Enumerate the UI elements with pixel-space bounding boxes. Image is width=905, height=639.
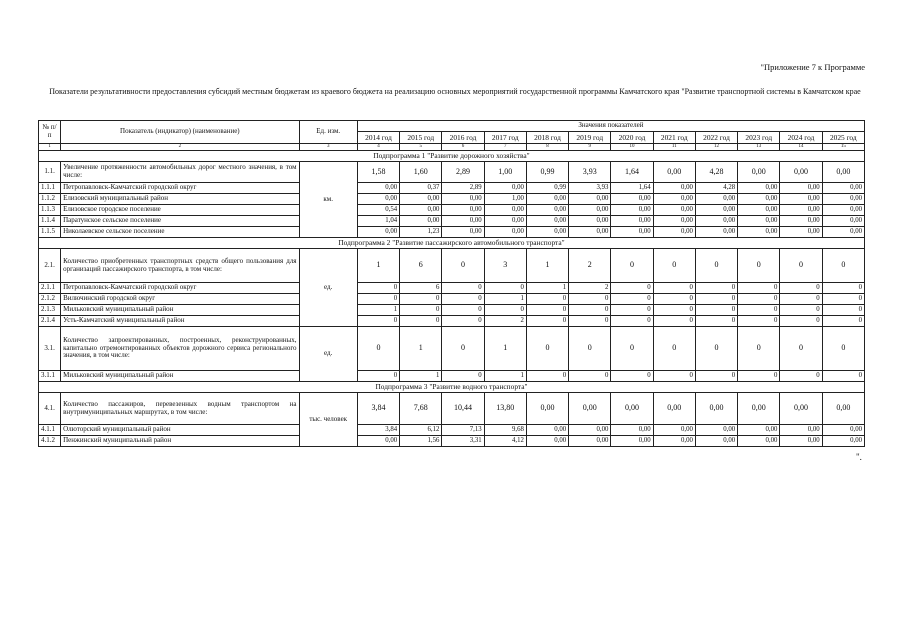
indicator-value-cell: 0 bbox=[357, 327, 399, 371]
subitem-value-cell: 0,00 bbox=[400, 194, 442, 205]
subitem-value-cell: 0,00 bbox=[569, 227, 611, 238]
subitem-value-cell: 0 bbox=[822, 371, 864, 382]
subitem-value-cell: 0 bbox=[738, 283, 780, 294]
subitem-value-cell: 0,00 bbox=[822, 227, 864, 238]
indicator-row bbox=[39, 393, 865, 425]
subitem-value-cell: 0 bbox=[611, 316, 653, 327]
column-number-cell: 6 bbox=[442, 144, 484, 151]
indicator-value-cell: 7,68 bbox=[400, 393, 442, 425]
indicator-value-cell: 3,93 bbox=[569, 162, 611, 183]
subitem-number-cell: 1.1.1 bbox=[39, 183, 61, 194]
indicator-value-cell: 3 bbox=[484, 249, 526, 283]
indicator-name-cell: Увеличение протяженности автомобильных дорог местного значения, в том числе: bbox=[61, 162, 299, 183]
subitem-value-cell: 3,31 bbox=[442, 436, 484, 447]
subitem-value-cell: 0 bbox=[695, 283, 737, 294]
indicator-value-cell: 0 bbox=[611, 327, 653, 371]
indicator-value-cell: 6 bbox=[400, 249, 442, 283]
unit-cell: ед. bbox=[299, 327, 357, 382]
subitem-value-cell: 6 bbox=[400, 283, 442, 294]
subitem-value-cell: 0 bbox=[400, 305, 442, 316]
subitem-value-cell: 0,00 bbox=[484, 205, 526, 216]
subitem-value-cell: 0 bbox=[738, 371, 780, 382]
indicator-value-cell: 0,00 bbox=[653, 393, 695, 425]
subitem-row bbox=[39, 216, 865, 227]
indicator-value-cell: 0 bbox=[738, 327, 780, 371]
year-header-cell: 2014 год bbox=[357, 132, 399, 144]
subitem-value-cell: 0 bbox=[653, 316, 695, 327]
subitem-value-cell: 0 bbox=[484, 305, 526, 316]
subitem-value-cell: 0,00 bbox=[569, 205, 611, 216]
subitem-value-cell: 0 bbox=[738, 294, 780, 305]
subitem-value-cell: 0 bbox=[442, 283, 484, 294]
subitem-name-cell: Усть-Камчатский муниципальный район bbox=[61, 316, 299, 327]
subitem-value-cell: 0,00 bbox=[611, 436, 653, 447]
subitem-value-cell: 1,23 bbox=[400, 227, 442, 238]
subitem-value-cell: 0,00 bbox=[780, 227, 822, 238]
subitem-value-cell: 0,00 bbox=[611, 216, 653, 227]
subitem-value-cell: 0,00 bbox=[442, 194, 484, 205]
subitem-value-cell: 0,37 bbox=[400, 183, 442, 194]
indicator-value-cell: 0 bbox=[822, 327, 864, 371]
subitem-value-cell: 0,00 bbox=[442, 205, 484, 216]
indicator-value-cell: 1,00 bbox=[484, 162, 526, 183]
indicator-value-cell: 0,00 bbox=[780, 393, 822, 425]
subprogram-row bbox=[39, 382, 865, 393]
subitem-value-cell: 0,00 bbox=[484, 227, 526, 238]
subitem-value-cell: 0,00 bbox=[653, 436, 695, 447]
subitem-value-cell: 0,00 bbox=[653, 194, 695, 205]
subprogram-row bbox=[39, 151, 865, 162]
subitem-value-cell: 0 bbox=[780, 371, 822, 382]
subitem-name-cell: Мильковский муниципальный район bbox=[61, 305, 299, 316]
subitem-value-cell: 0,00 bbox=[780, 216, 822, 227]
subitem-row bbox=[39, 227, 865, 238]
indicator-value-cell: 0 bbox=[695, 249, 737, 283]
indicator-value-cell: 1 bbox=[357, 249, 399, 283]
header-unit-cell: Ед. изм. bbox=[299, 121, 357, 144]
subitem-number-cell: 4.1.1 bbox=[39, 425, 61, 436]
header-num-cell: № п/п bbox=[39, 121, 61, 144]
year-header-cell: 2022 год bbox=[695, 132, 737, 144]
subitem-row bbox=[39, 316, 865, 327]
subitem-row bbox=[39, 194, 865, 205]
subitem-value-cell: 0 bbox=[780, 316, 822, 327]
subitem-value-cell: 0 bbox=[526, 316, 568, 327]
table-header-row bbox=[39, 121, 865, 132]
subitem-value-cell: 0 bbox=[569, 305, 611, 316]
year-header-cell: 2020 год bbox=[611, 132, 653, 144]
subitem-value-cell: 0 bbox=[442, 316, 484, 327]
unit-cell: тыс. человек bbox=[299, 393, 357, 447]
indicator-value-cell: 1 bbox=[526, 249, 568, 283]
subitem-value-cell: 0,00 bbox=[780, 425, 822, 436]
subitem-row bbox=[39, 294, 865, 305]
subitem-value-cell: 0,00 bbox=[526, 425, 568, 436]
subitem-number-cell: 1.1.5 bbox=[39, 227, 61, 238]
column-number-cell: 12 bbox=[695, 144, 737, 151]
subitem-value-cell: 2 bbox=[569, 283, 611, 294]
subitem-value-cell: 0,00 bbox=[569, 194, 611, 205]
subitem-value-cell: 0,00 bbox=[442, 227, 484, 238]
indicator-value-cell: 0,99 bbox=[526, 162, 568, 183]
subitem-number-cell: 1.1.2 bbox=[39, 194, 61, 205]
subitem-name-cell: Елизовское городское поселение bbox=[61, 205, 299, 216]
year-header-cell: 2017 год bbox=[484, 132, 526, 144]
subprogram-row bbox=[39, 238, 865, 249]
subitem-value-cell: 1 bbox=[357, 305, 399, 316]
indicator-value-cell: 0 bbox=[526, 327, 568, 371]
year-header-cell: 2023 год bbox=[738, 132, 780, 144]
column-number-cell: 15 bbox=[822, 144, 864, 151]
subitem-name-cell: Петропавловск-Камчатский городской округ bbox=[61, 283, 299, 294]
indicator-value-cell: 0,00 bbox=[695, 393, 737, 425]
subitem-value-cell: 0 bbox=[611, 371, 653, 382]
indicator-value-cell: 0 bbox=[442, 249, 484, 283]
subitem-value-cell: 0 bbox=[484, 283, 526, 294]
subitem-value-cell: 1 bbox=[484, 371, 526, 382]
header-values-cell: Значения показателей bbox=[357, 121, 864, 132]
column-number-cell: 11 bbox=[653, 144, 695, 151]
indicator-value-cell: 0 bbox=[569, 327, 611, 371]
subitem-row bbox=[39, 371, 865, 382]
subitem-value-cell: 0 bbox=[653, 294, 695, 305]
subitem-value-cell: 1,56 bbox=[400, 436, 442, 447]
indicator-name-cell: Количество запроектированных, построенных, реконструированных, капитально отремонтированных объектов дорожного сервиса регионального значения, в том числе: bbox=[61, 327, 299, 371]
column-number-cell: 13 bbox=[738, 144, 780, 151]
indicator-value-cell: 0 bbox=[780, 327, 822, 371]
subitem-value-cell: 0,00 bbox=[738, 183, 780, 194]
indicator-value-cell: 3,84 bbox=[357, 393, 399, 425]
subitem-number-cell: 1.1.4 bbox=[39, 216, 61, 227]
indicator-value-cell: 1,64 bbox=[611, 162, 653, 183]
subitem-value-cell: 0 bbox=[611, 294, 653, 305]
subitem-name-cell: Елизовский муниципальный район bbox=[61, 194, 299, 205]
subitem-value-cell: 0,00 bbox=[695, 216, 737, 227]
indicator-value-cell: 1,60 bbox=[400, 162, 442, 183]
subitem-number-cell: 2.1.3 bbox=[39, 305, 61, 316]
subitem-value-cell: 0,00 bbox=[780, 194, 822, 205]
column-number-cell: 10 bbox=[611, 144, 653, 151]
indicator-value-cell: 0 bbox=[653, 327, 695, 371]
subitem-number-cell: 2.1.1 bbox=[39, 283, 61, 294]
indicator-value-cell: 0,00 bbox=[653, 162, 695, 183]
subitem-value-cell: 0,00 bbox=[653, 216, 695, 227]
subitem-value-cell: 0 bbox=[442, 305, 484, 316]
subitem-value-cell: 0,00 bbox=[695, 436, 737, 447]
subitem-number-cell: 1.1.3 bbox=[39, 205, 61, 216]
subitem-value-cell: 2,89 bbox=[442, 183, 484, 194]
subitem-value-cell: 1,64 bbox=[611, 183, 653, 194]
column-number-cell: 3 bbox=[299, 144, 357, 151]
subitem-value-cell: 0 bbox=[357, 371, 399, 382]
indicator-number-cell: 2.1. bbox=[39, 249, 61, 283]
year-header-cell: 2018 год bbox=[526, 132, 568, 144]
subitem-value-cell: 0,00 bbox=[442, 216, 484, 227]
subitem-value-cell: 0,00 bbox=[357, 436, 399, 447]
subitem-value-cell: 0,00 bbox=[695, 205, 737, 216]
indicator-value-cell: 0 bbox=[738, 249, 780, 283]
subitem-value-cell: 0,54 bbox=[357, 205, 399, 216]
subitem-value-cell: 0,00 bbox=[611, 194, 653, 205]
subitem-value-cell: 0 bbox=[653, 305, 695, 316]
subprogram-title-cell: Подпрограмма 2 "Развитие пассажирского автомобильного транспорта" bbox=[39, 238, 865, 249]
closing-quote-mark: ". bbox=[856, 452, 862, 462]
subitem-value-cell: 0,00 bbox=[400, 216, 442, 227]
indicator-value-cell: 0,00 bbox=[526, 393, 568, 425]
subitem-value-cell: 0,00 bbox=[484, 183, 526, 194]
appendix-note: "Приложение 7 к Программе bbox=[760, 62, 865, 72]
year-header-cell: 2019 год bbox=[569, 132, 611, 144]
subitem-number-cell: 2.1.4 bbox=[39, 316, 61, 327]
indicator-value-cell: 13,80 bbox=[484, 393, 526, 425]
subitem-value-cell: 1 bbox=[526, 283, 568, 294]
subitem-value-cell: 4,28 bbox=[695, 183, 737, 194]
unit-cell: км. bbox=[299, 162, 357, 238]
subitem-value-cell: 0,00 bbox=[526, 194, 568, 205]
subitem-value-cell: 0,00 bbox=[526, 436, 568, 447]
subitem-value-cell: 0,00 bbox=[357, 194, 399, 205]
indicator-value-cell: 0 bbox=[442, 327, 484, 371]
indicator-row bbox=[39, 162, 865, 183]
subitem-value-cell: 0 bbox=[695, 294, 737, 305]
document-title: Показатели результативности предоставления субсидий местным бюджетам из краевого бюджета на реализацию основных мероприятий государственной программы Камчатского края "Развитие транспортной системы в Камчатском крае bbox=[49, 87, 861, 96]
subitem-value-cell: 0 bbox=[526, 294, 568, 305]
subitem-value-cell: 1 bbox=[484, 294, 526, 305]
subitem-value-cell: 0,00 bbox=[653, 425, 695, 436]
subitem-value-cell: 0 bbox=[822, 294, 864, 305]
subitem-value-cell: 0 bbox=[780, 305, 822, 316]
subitem-name-cell: Николаевское сельское поселение bbox=[61, 227, 299, 238]
indicator-row bbox=[39, 249, 865, 283]
subitem-number-cell: 4.1.2 bbox=[39, 436, 61, 447]
indicator-value-cell: 1 bbox=[400, 327, 442, 371]
indicator-name-cell: Количество приобретенных транспортных средств общего пользования для организаций пассажирского транспорта, в том числе: bbox=[61, 249, 299, 283]
subitem-row bbox=[39, 283, 865, 294]
subitem-value-cell: 0,00 bbox=[822, 194, 864, 205]
subitem-value-cell: 0 bbox=[400, 294, 442, 305]
column-number-cell: 9 bbox=[569, 144, 611, 151]
year-header-cell: 2015 год bbox=[400, 132, 442, 144]
subitem-value-cell: 0,00 bbox=[822, 436, 864, 447]
subitem-value-cell: 0 bbox=[357, 316, 399, 327]
column-number-cell: 5 bbox=[400, 144, 442, 151]
subitem-value-cell: 0 bbox=[442, 294, 484, 305]
subitem-value-cell: 0 bbox=[780, 283, 822, 294]
subprogram-title-cell: Подпрограмма 1 "Развитие дорожного хозяйства" bbox=[39, 151, 865, 162]
subitem-value-cell: 0 bbox=[526, 371, 568, 382]
subitem-value-cell: 0,00 bbox=[822, 425, 864, 436]
column-number-cell: 2 bbox=[61, 144, 299, 151]
subitem-value-cell: 0 bbox=[611, 283, 653, 294]
subitem-value-cell: 0 bbox=[357, 294, 399, 305]
subitem-value-cell: 0 bbox=[780, 294, 822, 305]
subitem-value-cell: 0,00 bbox=[400, 205, 442, 216]
subitem-value-cell: 0 bbox=[738, 305, 780, 316]
indicator-row bbox=[39, 327, 865, 371]
subitem-value-cell: 0,00 bbox=[569, 436, 611, 447]
year-header-cell: 2021 год bbox=[653, 132, 695, 144]
indicator-name-cell: Количество пассажиров, перевезенных водным транспортом на внутримуниципальных маршрутах, в том числе: bbox=[61, 393, 299, 425]
subitem-value-cell: 0,00 bbox=[526, 227, 568, 238]
indicator-value-cell: 0,00 bbox=[611, 393, 653, 425]
subitem-row bbox=[39, 305, 865, 316]
subitem-name-cell: Петропавловск-Камчатский городской округ bbox=[61, 183, 299, 194]
subitem-value-cell: 0,00 bbox=[738, 425, 780, 436]
subitem-value-cell: 0 bbox=[569, 371, 611, 382]
indicator-number-cell: 1.1. bbox=[39, 162, 61, 183]
year-header-cell: 2024 год bbox=[780, 132, 822, 144]
indicator-value-cell: 1,58 bbox=[357, 162, 399, 183]
indicator-value-cell: 0,00 bbox=[822, 162, 864, 183]
subprogram-title-cell: Подпрограмма 3 "Развитие водного транспорта" bbox=[39, 382, 865, 393]
subitem-value-cell: 0 bbox=[695, 316, 737, 327]
subitem-value-cell: 0 bbox=[738, 316, 780, 327]
indicator-value-cell: 2,89 bbox=[442, 162, 484, 183]
subitem-value-cell: 0,00 bbox=[611, 425, 653, 436]
subitem-row bbox=[39, 205, 865, 216]
column-number-cell: 14 bbox=[780, 144, 822, 151]
table-column-numbers-row bbox=[39, 144, 865, 151]
subitem-name-cell: Пенжинский муниципальный район bbox=[61, 436, 299, 447]
subitem-value-cell: 0,00 bbox=[738, 227, 780, 238]
column-number-cell: 8 bbox=[526, 144, 568, 151]
subitem-name-cell: Мильковский муниципальный район bbox=[61, 371, 299, 382]
indicator-number-cell: 3.1. bbox=[39, 327, 61, 371]
subitem-value-cell: 0 bbox=[357, 283, 399, 294]
subitem-value-cell: 0,00 bbox=[738, 216, 780, 227]
subitem-value-cell: 0,00 bbox=[526, 205, 568, 216]
subitem-value-cell: 1,04 bbox=[357, 216, 399, 227]
subitem-value-cell: 0 bbox=[822, 283, 864, 294]
subitem-value-cell: 0 bbox=[822, 305, 864, 316]
column-number-cell: 1 bbox=[39, 144, 61, 151]
subitem-value-cell: 0,00 bbox=[695, 425, 737, 436]
subitem-value-cell: 0,00 bbox=[653, 205, 695, 216]
year-header-cell: 2025 год bbox=[822, 132, 864, 144]
subitem-value-cell: 0,00 bbox=[357, 183, 399, 194]
subitem-value-cell: 0,00 bbox=[653, 183, 695, 194]
subitem-value-cell: 9,68 bbox=[484, 425, 526, 436]
subitem-value-cell: 0 bbox=[526, 305, 568, 316]
indicator-value-cell: 1 bbox=[484, 327, 526, 371]
indicator-value-cell: 2 bbox=[569, 249, 611, 283]
subitem-value-cell: 0 bbox=[569, 294, 611, 305]
subitem-value-cell: 0 bbox=[695, 371, 737, 382]
subitem-row bbox=[39, 183, 865, 194]
subitem-name-cell: Паратунское сельское поселение bbox=[61, 216, 299, 227]
subitem-value-cell: 0,00 bbox=[569, 216, 611, 227]
indicator-value-cell: 0 bbox=[653, 249, 695, 283]
subitem-value-cell: 1 bbox=[400, 371, 442, 382]
indicator-value-cell: 0,00 bbox=[822, 393, 864, 425]
subitem-value-cell: 6,12 bbox=[400, 425, 442, 436]
indicator-value-cell: 4,28 bbox=[695, 162, 737, 183]
subitem-value-cell: 4,12 bbox=[484, 436, 526, 447]
subitem-value-cell: 0,00 bbox=[357, 227, 399, 238]
header-indicator-cell: Показатель (индикатор) (наименование) bbox=[61, 121, 299, 144]
subitem-value-cell: 1,00 bbox=[484, 194, 526, 205]
indicator-value-cell: 0,00 bbox=[780, 162, 822, 183]
subitem-value-cell: 0 bbox=[653, 283, 695, 294]
subitem-value-cell: 0,00 bbox=[780, 183, 822, 194]
subitem-value-cell: 0,00 bbox=[526, 216, 568, 227]
subitem-value-cell: 0 bbox=[442, 371, 484, 382]
subitem-value-cell: 0,00 bbox=[653, 227, 695, 238]
column-number-cell: 7 bbox=[484, 144, 526, 151]
subitem-value-cell: 0,99 bbox=[526, 183, 568, 194]
subitem-value-cell: 7,13 bbox=[442, 425, 484, 436]
subitem-value-cell: 0,00 bbox=[569, 425, 611, 436]
indicator-value-cell: 0 bbox=[695, 327, 737, 371]
subitem-value-cell: 0,00 bbox=[738, 436, 780, 447]
subitem-value-cell: 0,00 bbox=[611, 227, 653, 238]
subitem-value-cell: 0,00 bbox=[484, 216, 526, 227]
subitem-value-cell: 0,00 bbox=[822, 216, 864, 227]
subitem-value-cell: 0 bbox=[400, 316, 442, 327]
subitem-value-cell: 0,00 bbox=[738, 194, 780, 205]
subitem-value-cell: 2 bbox=[484, 316, 526, 327]
unit-cell: ед. bbox=[299, 249, 357, 327]
subitem-value-cell: 0 bbox=[822, 316, 864, 327]
subitem-value-cell: 0 bbox=[611, 305, 653, 316]
subitem-value-cell: 3,84 bbox=[357, 425, 399, 436]
indicator-value-cell: 0,00 bbox=[738, 162, 780, 183]
subitem-value-cell: 0 bbox=[569, 316, 611, 327]
indicator-value-cell: 0,00 bbox=[738, 393, 780, 425]
subitem-value-cell: 0 bbox=[695, 305, 737, 316]
indicator-value-cell: 10,44 bbox=[442, 393, 484, 425]
subitem-row bbox=[39, 436, 865, 447]
subitem-value-cell: 0,00 bbox=[780, 436, 822, 447]
subitem-value-cell: 0,00 bbox=[738, 205, 780, 216]
subitem-name-cell: Вилючинский городской округ bbox=[61, 294, 299, 305]
column-number-cell: 4 bbox=[357, 144, 399, 151]
subitem-name-cell: Олюторский муниципальный район bbox=[61, 425, 299, 436]
subitem-value-cell: 0,00 bbox=[780, 205, 822, 216]
subitem-value-cell: 0,00 bbox=[611, 205, 653, 216]
subitem-value-cell: 0,00 bbox=[822, 205, 864, 216]
subitem-value-cell: 0,00 bbox=[695, 227, 737, 238]
indicator-value-cell: 0 bbox=[822, 249, 864, 283]
indicators-table bbox=[38, 120, 865, 447]
indicator-value-cell: 0 bbox=[611, 249, 653, 283]
subitem-row bbox=[39, 425, 865, 436]
year-header-cell: 2016 год bbox=[442, 132, 484, 144]
subitem-number-cell: 2.1.2 bbox=[39, 294, 61, 305]
subitem-value-cell: 0 bbox=[653, 371, 695, 382]
subitem-value-cell: 0,00 bbox=[695, 194, 737, 205]
indicator-value-cell: 0 bbox=[780, 249, 822, 283]
subitem-value-cell: 3,93 bbox=[569, 183, 611, 194]
subitem-value-cell: 0,00 bbox=[822, 183, 864, 194]
indicator-number-cell: 4.1. bbox=[39, 393, 61, 425]
subitem-number-cell: 3.1.1 bbox=[39, 371, 61, 382]
indicator-value-cell: 0,00 bbox=[569, 393, 611, 425]
